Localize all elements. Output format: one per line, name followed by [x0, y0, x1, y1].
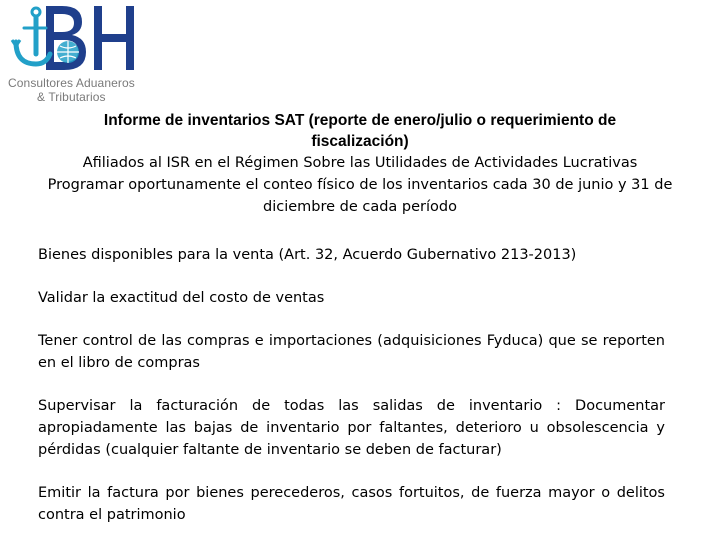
logo-letter-h — [94, 6, 134, 70]
logo-line-2: & Tributarios — [37, 90, 106, 104]
globe-icon — [57, 41, 79, 63]
list-item: Tener control de las compras e importaciones (adquisiciones Fyduca) que se reporten en el libro de compras — [38, 333, 665, 371]
document-title: Informe de inventarios SAT (reporte de enero/julio o requerimiento de fiscalización) — [103, 112, 617, 150]
list-item: Bienes disponibles para la venta (Art. 32, Acuerdo Gubernativo 213-2013) — [38, 247, 577, 263]
logo-line-1: Consultores Aduaneros — [8, 76, 135, 90]
anchor-icon — [16, 8, 50, 64]
logo-mark — [2, 2, 162, 78]
schedule-line: Programar oportunamente el conteo físico de los inventarios cada 30 de junio y 31 de diciembre de cada período — [47, 177, 673, 215]
document-header — [30, 110, 690, 218]
list-item: Supervisar la facturación de todas las salidas de inventario : Documentar apropiadamente las bajas de inventario por faltantes, deterioro u obsolescencia y pérdidas (cualquier faltante de inventario se deben de facturar) — [38, 398, 665, 458]
company-logo — [2, 2, 162, 108]
logo-tagline — [8, 76, 168, 104]
list-item: Emitir la factura por bienes perecederos, casos fortuitos, de fuerza mayor o delitos contra el patrimonio — [38, 485, 665, 523]
regime-line: Afiliados al ISR en el Régimen Sobre las Utilidades de Actividades Lucrativas — [82, 155, 638, 171]
list-item: Validar la exactitud del costo de ventas — [38, 290, 325, 306]
